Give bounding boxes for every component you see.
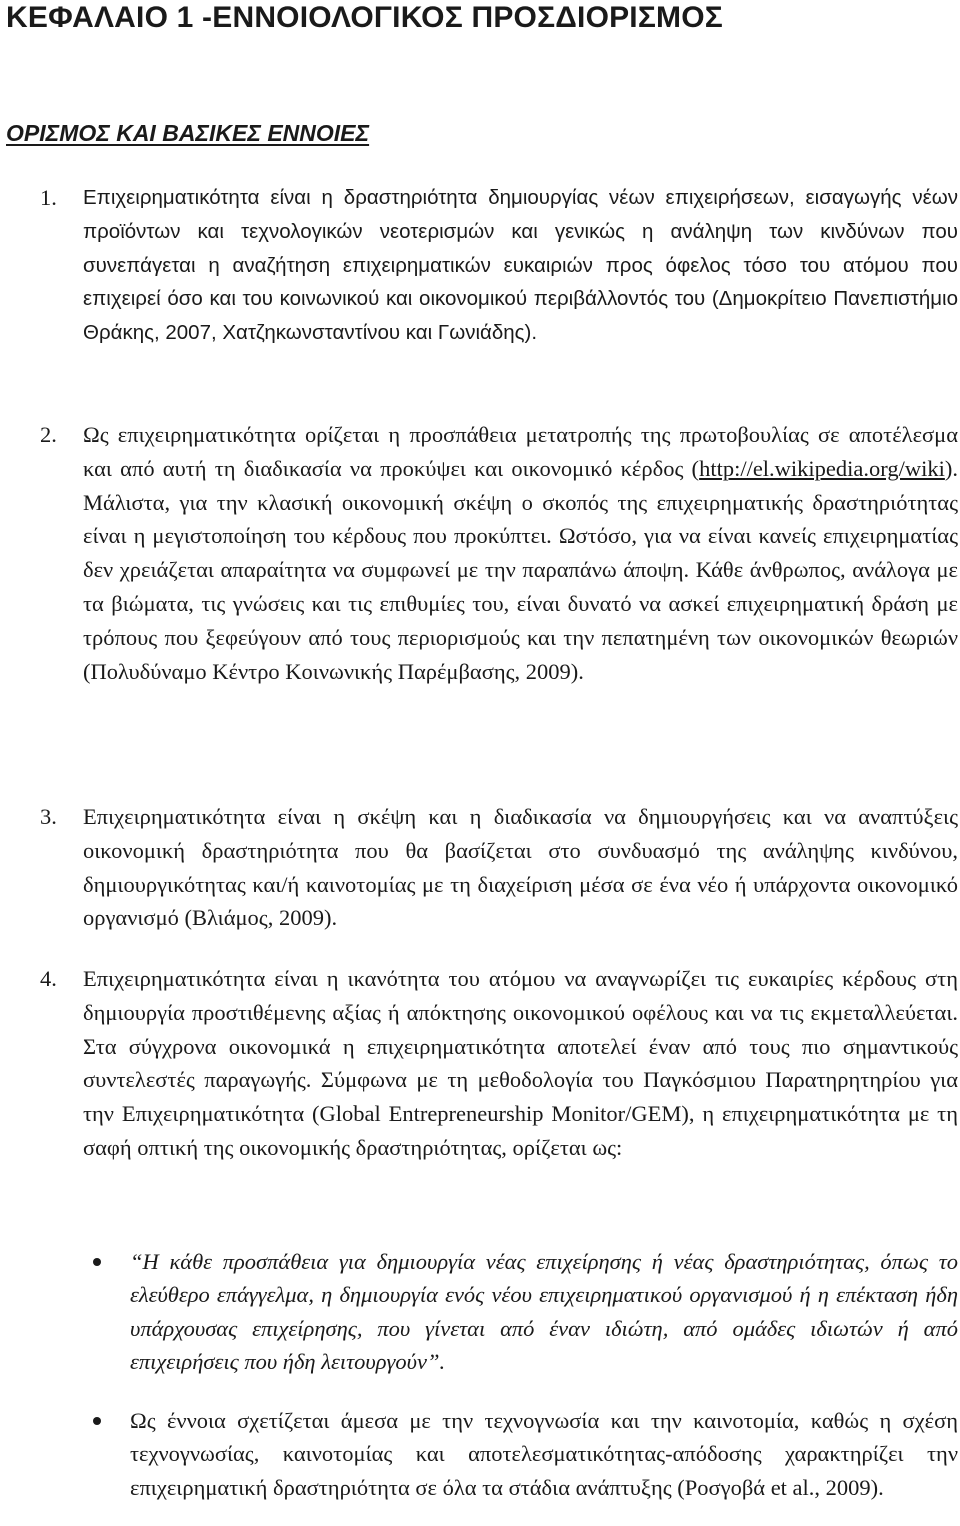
paragraph-text: Ως επιχειρηματικότητα ορίζεται η προσπάθεια μετατροπής της πρωτοβουλίας σε αποτέλεσμα και από αυτή τη διαδικασία να προκύψει και οικονομικό κέρδος ( [83, 422, 958, 481]
item-number: 4. [40, 966, 57, 991]
chapter-title: ΚΕΦΑΛΑΙΟ 1 -ΕΝΝΟΙΟΛΟΓΙΚΟΣ ΠΡΟΣΔΙΟΡΙΣΜΟΣ [6, 1, 723, 34]
bullet-icon [93, 1258, 101, 1266]
wikipedia-link[interactable]: http://el.wikipedia.org/wiki [699, 455, 945, 481]
item-paragraph: Επιχειρηματικότητα είναι η ικανότητα του ατόμου να αναγνωρίζει τις ευκαιρίες κέρδους στη δημιουργία προστιθέμενης αξίας ή απόκτησης οικονομικού οφέλους και να τις εκμεταλλεύεται. Στα σύγχρονα οικονομικά η επιχειρηματικότητα αποτελεί έναν από τους πιο σημαντικούς συντελεστές παραγωγής. Σύμφωνα με τη μεθοδολογία του Παγκόσμιου Παρατηρητηρίου για την Επιχειρηματικότητα (Global Entrepreneurship Monitor/GEM), η επιχειρηματικότητα με τη σαφή οπτική της οικονομικής δραστηριότητας, ορίζεται ως: [83, 966, 958, 1160]
item-number: 3. [40, 804, 57, 829]
section-title: ΟΡΙΣΜΟΣ ΚΑΙ ΒΑΣΙΚΕΣ ΕΝΝΟΙΕΣ [6, 120, 370, 146]
bullet-icon [93, 1417, 101, 1425]
paragraph-text: ). Μάλιστα, για την κλασική οικονομική σκέψη ο σκοπός της επιχειρηματικής δραστηριότητας είναι η μεγιστοποίηση του κέρδους που προκύπτει. Ωστόσο, για να είναι κανείς επιχειρηματίας δεν χρειάζεται απαραίτητα να συμφωνεί με την παραπάνω άποψη. Κάθε άνθρωπος, ανάλογα με τα βιώματα, τις γνώσεις και τις επιθυμίες του, είναι δυνατό να ασκεί επιχειρηματική δράση με τρόπους που ξεφεύγουν από τους περιορισμούς και την πεπατημένη των οικονομικών θεωριών (Πολυδύναμο Κέντρο Κοινωνικής Παρέμβασης, 2009). [83, 455, 958, 684]
item-number: 2. [40, 422, 57, 447]
item-paragraph [83, 418, 958, 688]
bullet-text: Ως έννοια σχετίζεται άμεσα με την τεχνογνωσία και την καινοτομία, καθώς η σχέση τεχνογνωσίας, καινοτομίας και αποτελεσματικότητας-απόδοσης χαρακτηρίζει την επιχειρηματική δραστηριότητα σε όλα τα στάδια ανάπτυξης (Ροσγοβά et al., 2009). [130, 1408, 958, 1500]
item-paragraph: Επιχειρηματικότητα είναι η σκέψη και η διαδικασία να δημιουργήσεις και να αναπτύξεις οικονομική δραστηριότητα που θα βασίζεται στο συνδυασμό της ανάληψης κινδύνου, δημιουργικότητας και/ή καινοτομίας με τη διαχείριση μέσα σε ένα νέο ή υπάρχοντα οικονομικό οργανισμό (Βλιάμος, 2009). [83, 804, 958, 931]
bullet-text: “Η κάθε προσπάθεια για δημιουργία νέας επιχείρησης ή νέας δραστηριότητας, όπως το ελεύθερο επάγγελμα, η δημιουργία ενός νέου επιχειρηματικού οργανισμού ή η επέκταση ήδη υπάρχουσας επιχείρησης, που γίνεται από έναν ιδιώτη, από ομάδες ιδιωτών ή από επιχειρήσεις που ήδη λειτουργούν”. [130, 1249, 958, 1375]
item-number: 1. [40, 185, 57, 210]
item-paragraph: Επιχειρηματικότητα είναι η δραστηριότητα δημιουργίας νέων επιχειρήσεων, εισαγωγής νέων προϊόντων και τεχνολογικών νεοτερισμών και γενικώς η ανάληψη των κινδύνων που συνεπάγεται η αναζήτηση επιχειρηματικών ευκαιριών προς όφελος τόσο του ατόμου που επιχειρεί όσο και του κοινωνικού και οικονομικού περιβάλλοντός του (Δημοκρίτειο Πανεπιστήμιο Θράκης, 2007, Χατζηκωνσταντίνου και Γωνιάδης). [83, 186, 958, 345]
